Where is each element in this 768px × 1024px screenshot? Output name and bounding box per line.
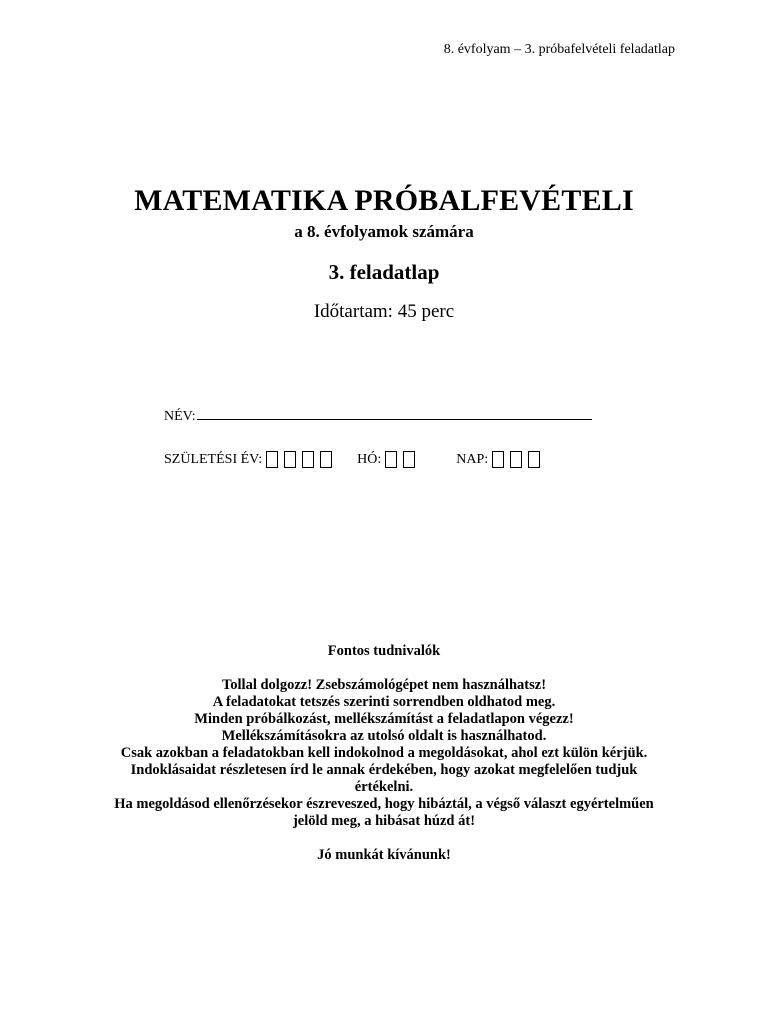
birth-year-digit-box[interactable] [302, 451, 314, 468]
name-fill-line[interactable] [197, 405, 592, 420]
instruction-line: Indoklásaidat részletesen írd le annak érdekében, hogy azokat megfelelően tudjuk [130, 762, 638, 778]
page-title: MATEMATIKA PRÓBALFEVÉTELI [134, 184, 634, 217]
instruction-line: Tollal dolgozz! Zsebszámológépet nem használhatsz! [221, 677, 547, 693]
instruction-line: jelöld meg, a hibásat húzd át! [292, 813, 476, 829]
day-label: NAP: [456, 451, 489, 467]
birth-year-boxes [266, 451, 332, 468]
page-subtitle: a 8. évfolyamok számára [294, 222, 474, 241]
month-digit-box[interactable] [403, 451, 415, 468]
day-digit-box[interactable] [510, 451, 522, 468]
instruction-line: értékelni. [354, 779, 414, 795]
instruction-line: Csak azokban a feladatokban kell indokolnod a megoldásokat, ahol ezt külön kérjük. [120, 745, 648, 761]
day-digit-box[interactable] [492, 451, 504, 468]
name-label: NÉV: [164, 409, 196, 424]
name-field-row [164, 405, 592, 425]
day-digit-box[interactable] [528, 451, 540, 468]
birth-year-label: SZÜLETÉSI ÉV: [164, 451, 263, 467]
instruction-line: A feladatokat tetszés szerinti sorrendben oldhatod meg. [212, 694, 556, 710]
day-boxes [492, 451, 540, 468]
birth-year-digit-box[interactable] [266, 451, 278, 468]
birth-year-digit-box[interactable] [284, 451, 296, 468]
instruction-line: Minden próbálkozást, mellékszámítást a feladatlapon végezz! [194, 711, 574, 727]
instructions-heading: Fontos tudnivalók [327, 643, 441, 659]
month-label: HÓ: [357, 451, 382, 467]
instructions-block [64, 643, 704, 864]
instruction-line: Mellékszámításokra az utolsó oldalt is használhatod. [221, 728, 547, 744]
month-boxes [385, 451, 415, 468]
month-digit-box[interactable] [385, 451, 397, 468]
running-header: 8. évfolyam – 3. próbafelvételi feladatlap [443, 42, 675, 57]
birth-date-row [164, 451, 540, 468]
birth-year-digit-box[interactable] [320, 451, 332, 468]
duration-text: Időtartam: 45 perc [313, 301, 455, 322]
sheet-number: 3. feladatlap [328, 260, 440, 284]
instruction-line: Ha megoldásod ellenőrzésekor észreveszed, hogy hibáztál, a végső választ egyértelműen [114, 796, 654, 812]
closing-message: Jó munkát kívánunk! [317, 847, 451, 863]
